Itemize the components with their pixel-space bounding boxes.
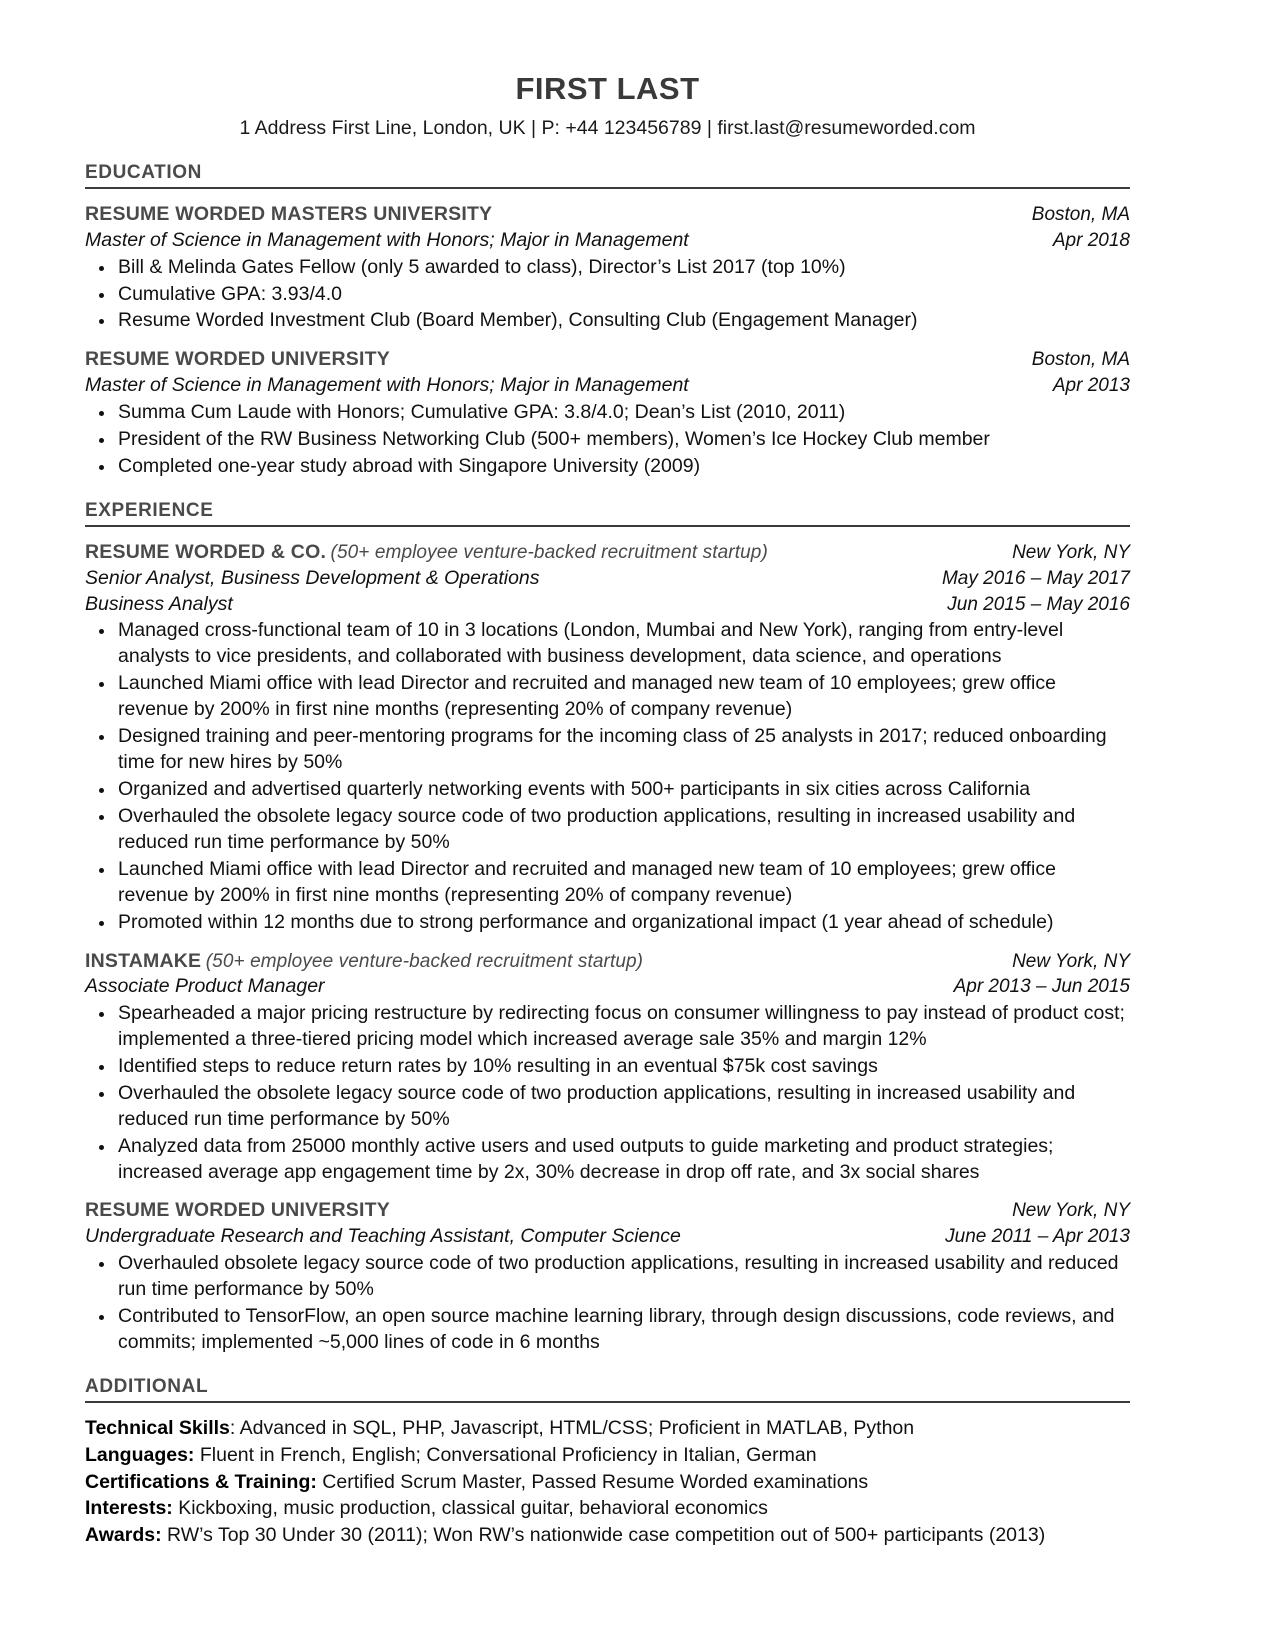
organization-name: RESUME WORDED MASTERS UNIVERSITY — [85, 203, 493, 226]
entry-header-left — [85, 202, 1032, 228]
education-bullet-list — [85, 255, 1130, 335]
bullet-item: Summa Cum Laude with Honors; Cumulative GPA: 3.8/4.0; Dean’s List (2010, 2011) — [85, 400, 1130, 426]
additional-line: Interests: Kickboxing, music production, classical guitar, behavioral economics — [85, 1497, 768, 1520]
entry-header-right — [1032, 202, 1130, 227]
entry-role-left — [85, 228, 1053, 254]
role-title: Master of Science in Management with Honors; Major in Management — [85, 228, 689, 251]
entry-header-left — [85, 1198, 1012, 1224]
bullet-item: President of the RW Business Networking Club (500+ members), Women’s Ice Hockey Club member — [85, 427, 1130, 453]
section-header-education — [85, 160, 1130, 190]
entry-header-right — [1012, 949, 1130, 974]
experience-entry — [85, 1198, 1130, 1355]
entry-role-row — [85, 373, 1130, 399]
additional-lines — [85, 1415, 1130, 1549]
entry-header-right — [1012, 1198, 1130, 1223]
entry-role-right — [1053, 228, 1130, 253]
entry-header-left — [85, 347, 1032, 373]
additional-line: Awards: RW’s Top 30 Under 30 (2011); Won RW’s nationwide case competition out of 500+ participants (2013) — [85, 1524, 1046, 1547]
section-title: EXPERIENCE — [85, 499, 214, 521]
entry-role-right — [942, 566, 1130, 591]
bullet-item: Resume Worded Investment Club (Board Member), Consulting Club (Engagement Manager) — [85, 308, 1130, 334]
entry-header-row — [85, 949, 1130, 975]
bullet-item: Managed cross-functional team of 10 in 3 locations (London, Mumbai and New York), ranging from entry-level analysts to vice presidents, and collaborated with business development, data science, and operations — [85, 618, 1130, 670]
entry-header-row — [85, 540, 1130, 566]
entry-header-right — [1032, 347, 1130, 372]
date-range: Jun 2015 – May 2016 — [947, 593, 1130, 615]
entry-role-row — [85, 974, 1130, 1000]
entry-role-right — [947, 592, 1130, 617]
entry-header-row — [85, 202, 1130, 228]
organization-name: INSTAMAKE — [85, 949, 202, 972]
entry-role-right — [954, 974, 1130, 999]
entry-role-left — [85, 1224, 945, 1250]
bullet-item: Launched Miami office with lead Director and recruited and managed new team of 10 employees; grew office revenue by 200% in first nine months (representing 20% of company revenue) — [85, 671, 1130, 723]
bullet-item: Cumulative GPA: 3.93/4.0 — [85, 282, 1130, 308]
additional-label: Certifications & Training: — [85, 1470, 317, 1493]
section-header-experience — [85, 498, 1130, 528]
bullet-item: Overhauled the obsolete legacy source code of two production applications, resulting in increased usability and reduced run time performance by 50% — [85, 1081, 1130, 1133]
date-range: June 2011 – Apr 2013 — [945, 1226, 1130, 1248]
entry-header-left — [85, 949, 1012, 975]
bullet-item: Identified steps to reduce return rates by 10% resulting in an eventual $75k cost savings — [85, 1054, 1130, 1080]
role-title: Master of Science in Management with Honors; Major in Management — [85, 374, 689, 397]
organization-name: RESUME WORDED & CO. — [85, 541, 327, 564]
additional-label: Languages: — [85, 1443, 195, 1466]
experience-bullet-list — [85, 618, 1130, 935]
entry-role-left — [85, 373, 1053, 399]
bullet-item: Contributed to TensorFlow, an open source machine learning library, through design discussions, code reviews, and commits; implemented ~5,000 lines of code in 6 months — [85, 1304, 1130, 1356]
location: New York, NY — [1012, 542, 1130, 564]
additional-line: Technical Skills: Advanced in SQL, PHP, Javascript, HTML/CSS; Proficient in MATLAB, Python — [85, 1417, 915, 1440]
role-title: Business Analyst — [85, 592, 233, 615]
date-range: Apr 2013 — [1052, 375, 1130, 397]
bullet-item: Overhauled obsolete legacy source code of two production applications, resulting in increased usability and reduced run time performance by 50% — [85, 1251, 1130, 1303]
contact-line: 1 Address First Line, London, UK | P: +44 123456789 | first.last@resumeworded.com — [239, 117, 976, 140]
entry-role-row — [85, 566, 1130, 592]
location: New York, NY — [1012, 1200, 1130, 1222]
additional-line: Languages: Fluent in French, English; Conversational Proficiency in Italian, German — [85, 1443, 817, 1466]
role-title: Senior Analyst, Business Development & Operations — [85, 567, 540, 590]
section-title: ADDITIONAL — [85, 1375, 209, 1397]
bullet-item: Completed one-year study abroad with Singapore University (2009) — [85, 454, 1130, 480]
entry-role-row — [85, 228, 1130, 254]
entry-header-row — [85, 347, 1130, 373]
experience-entries — [85, 540, 1130, 1355]
organization-name: RESUME WORDED UNIVERSITY — [85, 348, 390, 371]
experience-entry — [85, 540, 1130, 935]
entry-role-right — [1053, 373, 1130, 398]
entry-role-row — [85, 1224, 1130, 1250]
bullet-item: Spearheaded a major pricing restructure by redirecting focus on consumer willingness to pay instead of product cost; implemented a three-tiered pricing model which increased average sale 35% and margin 12% — [85, 1001, 1130, 1053]
additional-label: Interests: — [85, 1497, 173, 1520]
role-title: Associate Product Manager — [85, 975, 325, 998]
additional-line: Certifications & Training: Certified Scrum Master, Passed Resume Worded examinations — [85, 1470, 869, 1493]
bullet-item: Overhauled the obsolete legacy source code of two production applications, resulting in increased usability and reduced run time performance by 50% — [85, 804, 1130, 856]
date-range: Apr 2018 — [1052, 229, 1130, 251]
experience-bullet-list — [85, 1251, 1130, 1356]
entry-role-left — [85, 974, 954, 1000]
additional-label: Awards: — [85, 1524, 162, 1547]
section-title: EDUCATION — [85, 161, 202, 183]
role-title: Undergraduate Research and Teaching Assistant, Computer Science — [85, 1225, 681, 1248]
date-range: May 2016 – May 2017 — [941, 568, 1130, 590]
entry-role-row — [85, 592, 1130, 618]
entry-role-left — [85, 592, 947, 618]
organization-name: RESUME WORDED UNIVERSITY — [85, 1199, 390, 1222]
education-entry — [85, 202, 1130, 334]
entry-role-right — [945, 1224, 1130, 1249]
bullet-item: Analyzed data from 25000 monthly active users and used outputs to guide marketing and product strategies; increased average app engagement time by 2x, 30% decrease in drop off rate, and 3x social shares — [85, 1134, 1130, 1186]
entry-header-right — [1012, 540, 1130, 565]
section-header-additional — [85, 1374, 1130, 1404]
date-range: Apr 2013 – Jun 2015 — [953, 976, 1130, 998]
bullet-item: Organized and advertised quarterly networking events with 500+ participants in six cities across California — [85, 777, 1130, 803]
experience-bullet-list — [85, 1001, 1130, 1185]
entry-role-left — [85, 566, 942, 592]
page-title: FIRST LAST — [515, 71, 700, 106]
education-entries — [85, 202, 1130, 479]
education-bullet-list — [85, 400, 1130, 480]
entry-header-left — [85, 540, 1012, 566]
location: Boston, MA — [1031, 349, 1130, 371]
experience-entry — [85, 949, 1130, 1186]
location: New York, NY — [1012, 950, 1130, 972]
location: Boston, MA — [1031, 204, 1130, 226]
entry-header-row — [85, 1198, 1130, 1224]
education-entry — [85, 347, 1130, 479]
organization-note: (50+ employee venture-backed recruitment startup) — [205, 950, 644, 972]
bullet-item: Designed training and peer-mentoring programs for the incoming class of 25 analysts in 2017; reduced onboarding time for new hires by 50% — [85, 724, 1130, 776]
bullet-item: Launched Miami office with lead Director and recruited and managed new team of 10 employees; grew office revenue by 200% in first nine months (representing 20% of company revenue) — [85, 857, 1130, 909]
additional-label: Technical Skills — [85, 1417, 230, 1440]
bullet-item: Promoted within 12 months due to strong performance and organizational impact (1 year ahead of schedule) — [85, 910, 1130, 936]
bullet-item: Bill & Melinda Gates Fellow (only 5 awarded to class), Director’s List 2017 (top 10%) — [85, 255, 1130, 281]
organization-note: (50+ employee venture-backed recruitment startup) — [330, 542, 768, 564]
